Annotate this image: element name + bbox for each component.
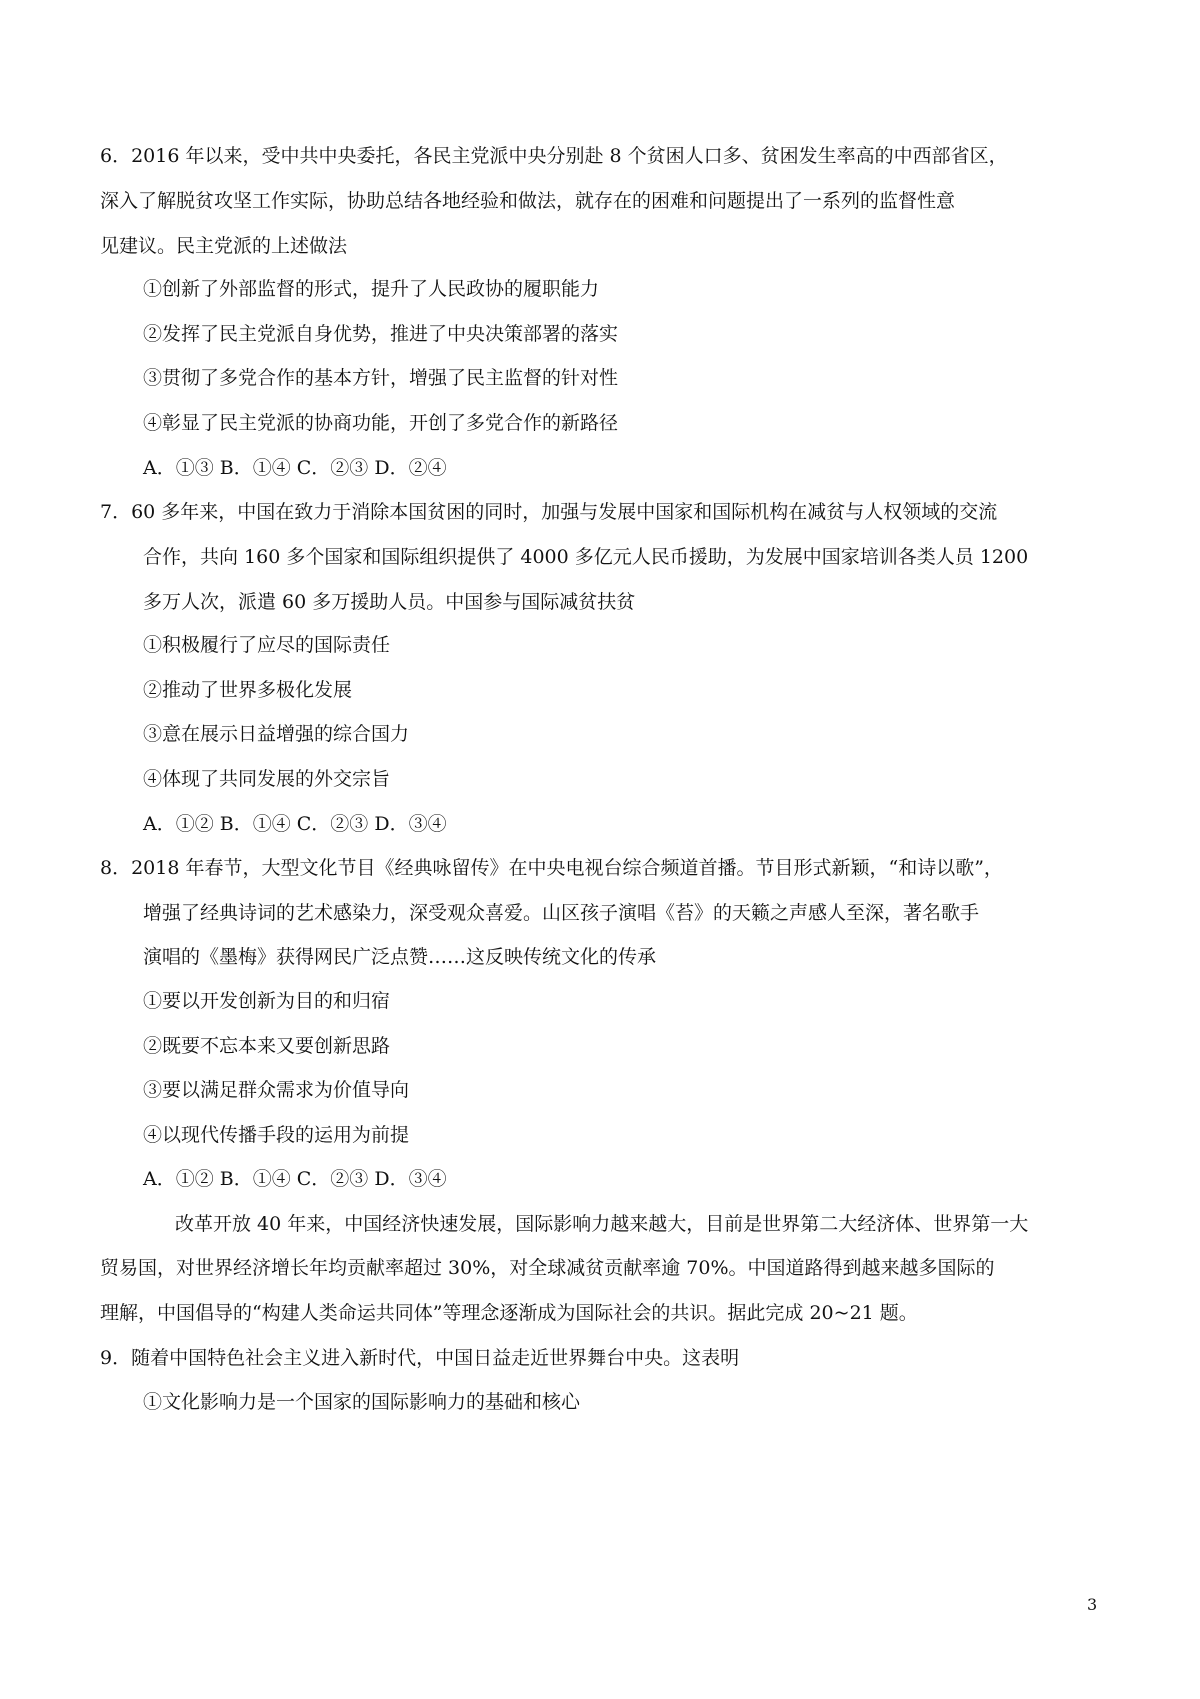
q8-option-3: ③要以满足群众需求为价值导向 xyxy=(143,1079,410,1101)
q6-choices: A．①③ B．①④ C．②③ D．②④ xyxy=(143,457,447,479)
q8-choices: A．①② B．①④ C．②③ D．③④ xyxy=(143,1168,447,1190)
q9-stem-line-1: 9．随着中国特色社会主义进入新时代，中国日益走近世界舞台中央。这表明 xyxy=(100,1347,740,1369)
q7-stem-line-1: 7．60 多年来，中国在致力于消除本国贫困的同时，加强与发展中国家和国际机构在减贫与人权领域的交流 xyxy=(100,501,998,523)
passage-line-3: 理解，中国倡导的“构建人类命运共同体”等理念逐渐成为国际社会的共识。据此完成 20~21 题。 xyxy=(100,1302,918,1324)
q6-stem-line-3: 见建议。民主党派的上述做法 xyxy=(100,235,348,257)
page-number: 3 xyxy=(1087,1595,1098,1614)
q6-option-4: ④彰显了民主党派的协商功能，开创了多党合作的新路径 xyxy=(143,412,619,434)
q7-option-4: ④体现了共同发展的外交宗旨 xyxy=(143,768,391,790)
q7-stem-line-3: 多万人次，派遣 60 多万援助人员。中国参与国际减贫扶贫 xyxy=(143,591,636,613)
q7-option-3: ③意在展示日益增强的综合国力 xyxy=(143,723,410,745)
q7-stem-line-2: 合作，共向 160 多个国家和国际组织提供了 4000 多亿元人民币援助，为发展中国家培训各类人员 1200 xyxy=(143,546,1029,568)
q6-stem-line-2: 深入了解脱贫攻坚工作实际，协助总结各地经验和做法，就存在的困难和问题提出了一系列的监督性意 xyxy=(100,190,956,212)
q8-option-2: ②既要不忘本来又要创新思路 xyxy=(143,1035,391,1057)
q8-stem-line-1: 8．2018 年春节，大型文化节目《经典咏留传》在中央电视台综合频道首播。节目形式新颖，“和诗以歌”， xyxy=(100,857,1003,879)
q6-option-3: ③贯彻了多党合作的基本方针，增强了民主监督的针对性 xyxy=(143,367,619,389)
q6-option-1: ①创新了外部监督的形式，提升了人民政协的履职能力 xyxy=(143,278,600,300)
q7-option-1: ①积极履行了应尽的国际责任 xyxy=(143,634,391,656)
passage-line-1: 改革开放 40 年来，中国经济快速发展，国际影响力越来越大，目前是世界第二大经济体、世界第一大 xyxy=(175,1213,1029,1235)
q8-stem-line-3: 演唱的《墨梅》获得网民广泛点赞……这反映传统文化的传承 xyxy=(143,946,657,968)
q7-choices: A．①② B．①④ C．②③ D．③④ xyxy=(143,813,447,835)
q7-option-2: ②推动了世界多极化发展 xyxy=(143,679,353,701)
q8-option-4: ④以现代传播手段的运用为前提 xyxy=(143,1124,410,1146)
q9-option-1: ①文化影响力是一个国家的国际影响力的基础和核心 xyxy=(143,1391,581,1413)
passage-line-2: 贸易国，对世界经济增长年均贡献率超过 30%，对全球减贫贡献率逾 70%。中国道路得到越来越多国际的 xyxy=(100,1257,995,1279)
q8-stem-line-2: 增强了经典诗词的艺术感染力，深受观众喜爱。山区孩子演唱《苔》的天籁之声感人至深，著名歌手 xyxy=(143,902,980,924)
q6-option-2: ②发挥了民主党派自身优势，推进了中央决策部署的落实 xyxy=(143,323,619,345)
q6-stem-line-1: 6．2016 年以来，受中共中央委托，各民主党派中央分别赴 8 个贫困人口多、贫困发生率高的中西部省区， xyxy=(100,145,1008,167)
q8-option-1: ①要以开发创新为目的和归宿 xyxy=(143,990,391,1012)
